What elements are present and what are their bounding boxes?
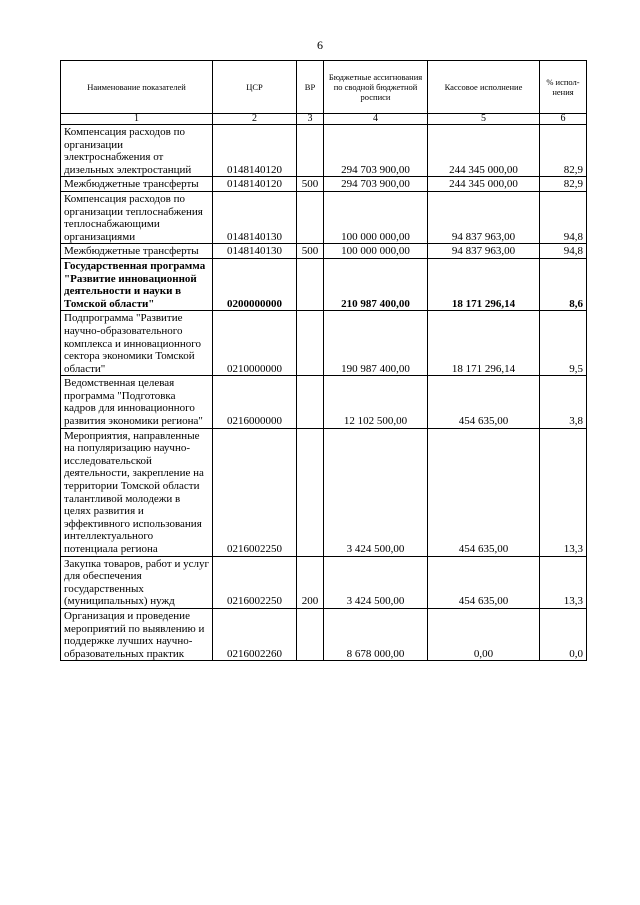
- table-row: [61, 125, 587, 177]
- row-vr: [297, 428, 324, 556]
- row-execution: 244 345 000,00: [428, 177, 540, 192]
- column-number-row: [61, 114, 587, 125]
- row-name: Компенсация расходов по организации электроснабжения от дизельных электростанций: [61, 125, 213, 177]
- row-assignments: 8 678 000,00: [324, 608, 428, 660]
- row-csr: 0148140120: [213, 177, 297, 192]
- row-execution: 454 635,00: [428, 556, 540, 608]
- row-vr: 500: [297, 244, 324, 259]
- row-csr: 0148140130: [213, 191, 297, 243]
- row-percent: 0,0: [540, 608, 587, 660]
- row-csr: 0216002260: [213, 608, 297, 660]
- table-header-row: [61, 61, 587, 114]
- row-vr: [297, 125, 324, 177]
- table-row: [61, 177, 587, 192]
- row-assignments: 294 703 900,00: [324, 177, 428, 192]
- row-vr: [297, 608, 324, 660]
- header-percent: % испол-нения: [540, 61, 587, 114]
- table-body: [61, 125, 587, 661]
- header-name: Наименование показателей: [61, 61, 213, 114]
- row-csr: 0210000000: [213, 311, 297, 376]
- row-vr: [297, 311, 324, 376]
- row-execution: 18 171 296,14: [428, 258, 540, 310]
- table-row: [61, 376, 587, 428]
- column-number: 5: [428, 114, 540, 125]
- row-assignments: 100 000 000,00: [324, 191, 428, 243]
- row-percent: 82,9: [540, 177, 587, 192]
- row-csr: 0216000000: [213, 376, 297, 428]
- page-number: 6: [317, 38, 323, 52]
- row-vr: 500: [297, 177, 324, 192]
- table-row: [61, 608, 587, 660]
- row-csr: 0216002250: [213, 428, 297, 556]
- row-name: Ведомственная целевая программа "Подготовка кадров для инновационного развития экономики региона": [61, 376, 213, 428]
- table-row: [61, 556, 587, 608]
- row-assignments: 12 102 500,00: [324, 376, 428, 428]
- row-percent: 94,8: [540, 244, 587, 259]
- row-vr: [297, 191, 324, 243]
- row-percent: 3,8: [540, 376, 587, 428]
- row-name: Подпрограмма "Развитие научно-образовательного комплекса и инновационного сектора экономики Томской области": [61, 311, 213, 376]
- row-name: Организация и проведение мероприятий по выявлению и поддержке лучших научно-образовательных практик: [61, 608, 213, 660]
- row-execution: 94 837 963,00: [428, 191, 540, 243]
- row-assignments: 3 424 500,00: [324, 428, 428, 556]
- column-number: 6: [540, 114, 587, 125]
- row-csr: 0216002250: [213, 556, 297, 608]
- table-row: [61, 258, 587, 310]
- row-percent: 8,6: [540, 258, 587, 310]
- row-vr: 200: [297, 556, 324, 608]
- row-assignments: 210 987 400,00: [324, 258, 428, 310]
- row-assignments: 190 987 400,00: [324, 311, 428, 376]
- row-execution: 454 635,00: [428, 376, 540, 428]
- table-row: [61, 311, 587, 376]
- header-execution: Кассовое исполнение: [428, 61, 540, 114]
- row-percent: 9,5: [540, 311, 587, 376]
- row-vr: [297, 376, 324, 428]
- row-name: Межбюджетные трансферты: [61, 177, 213, 192]
- header-vr: ВР: [297, 61, 324, 114]
- column-number: 3: [297, 114, 324, 125]
- row-execution: 454 635,00: [428, 428, 540, 556]
- budget-execution-table: [60, 60, 587, 661]
- row-execution: 94 837 963,00: [428, 244, 540, 259]
- row-assignments: 294 703 900,00: [324, 125, 428, 177]
- row-assignments: 3 424 500,00: [324, 556, 428, 608]
- row-percent: 13,3: [540, 428, 587, 556]
- row-csr: 0200000000: [213, 258, 297, 310]
- row-execution: 18 171 296,14: [428, 311, 540, 376]
- row-percent: 13,3: [540, 556, 587, 608]
- table-row: [61, 244, 587, 259]
- row-csr: 0148140120: [213, 125, 297, 177]
- row-name: Государственная программа "Развитие инновационной деятельности и науки в Томской области": [61, 258, 213, 310]
- row-assignments: 100 000 000,00: [324, 244, 428, 259]
- table-row: [61, 191, 587, 243]
- row-name: Закупка товаров, работ и услуг для обеспечения государственных (муниципальных) нужд: [61, 556, 213, 608]
- row-percent: 94,8: [540, 191, 587, 243]
- row-csr: 0148140130: [213, 244, 297, 259]
- column-number: 1: [61, 114, 213, 125]
- column-number: 4: [324, 114, 428, 125]
- row-vr: [297, 258, 324, 310]
- row-name: Мероприятия, направленные на популяризацию научно-исследовательской деятельности, закрепление на территории Томской области талантливой молодежи в целях развития и эффективного использования интеллектуального потенциала региона: [61, 428, 213, 556]
- row-name: Компенсация расходов по организации теплоснабжения теплоснабжающими организациями: [61, 191, 213, 243]
- header-csr: ЦСР: [213, 61, 297, 114]
- row-execution: 0,00: [428, 608, 540, 660]
- table-row: [61, 428, 587, 556]
- row-execution: 244 345 000,00: [428, 125, 540, 177]
- header-assignments: Бюджетные ассигнования по сводной бюджетной росписи: [324, 61, 428, 114]
- row-percent: 82,9: [540, 125, 587, 177]
- column-number: 2: [213, 114, 297, 125]
- row-name: Межбюджетные трансферты: [61, 244, 213, 259]
